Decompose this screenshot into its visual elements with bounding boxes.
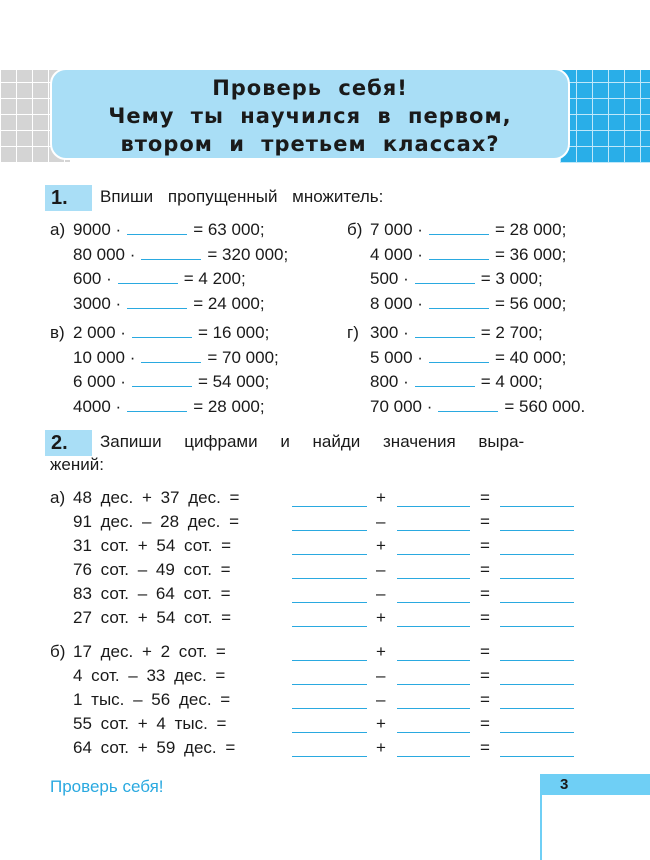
answer-blank[interactable] bbox=[132, 372, 192, 387]
equals-sign: = bbox=[480, 714, 490, 733]
answer-blank[interactable] bbox=[415, 269, 475, 284]
multiplication-row bbox=[370, 347, 566, 369]
task-2-text-line-1: Запиши цифрами и найди значения выра- bbox=[100, 432, 525, 451]
equals-sign: = bbox=[480, 642, 490, 661]
answer-blank-1[interactable] bbox=[292, 626, 367, 627]
factor: 70 000 · bbox=[370, 396, 433, 416]
expression: 17 дес. + 2 сот. = bbox=[73, 642, 226, 661]
answer-blank[interactable] bbox=[127, 220, 187, 235]
operator: + bbox=[376, 608, 386, 627]
page-title-banner bbox=[50, 68, 570, 160]
answer-blank-1[interactable] bbox=[292, 756, 367, 757]
group-label: в) bbox=[50, 323, 65, 342]
operator: – bbox=[376, 666, 386, 685]
factor: 600 · bbox=[73, 269, 112, 288]
multiplication-row bbox=[370, 322, 543, 344]
factor: 6 000 · bbox=[73, 372, 126, 391]
grid-decoration-right bbox=[560, 70, 650, 163]
group-label: а) bbox=[50, 488, 66, 507]
answer-blank-2[interactable] bbox=[397, 506, 470, 507]
product: = 560 000. bbox=[504, 396, 586, 416]
answer-blank-2[interactable] bbox=[397, 554, 470, 555]
answer-blank[interactable] bbox=[141, 245, 201, 260]
equals-sign: = bbox=[480, 536, 490, 555]
page-margin-line bbox=[540, 795, 542, 860]
product: = 54 000; bbox=[197, 372, 270, 391]
group-label: а) bbox=[50, 220, 66, 239]
equals-sign: = bbox=[480, 488, 490, 507]
operator: – bbox=[376, 584, 386, 603]
answer-blank[interactable] bbox=[438, 397, 498, 412]
answer-blank-1[interactable] bbox=[292, 684, 367, 685]
multiplication-row bbox=[370, 396, 585, 418]
multiplication-row bbox=[73, 371, 269, 393]
expression: 1 тыс. – 56 дес. = bbox=[73, 690, 231, 709]
multiplication-row bbox=[73, 396, 265, 418]
footer-section-title: Проверь себя! bbox=[50, 777, 164, 796]
answer-blank-1[interactable] bbox=[292, 578, 367, 579]
factor: 9000 · bbox=[73, 220, 122, 239]
product: = 24 000; bbox=[193, 293, 265, 313]
product: = 320 000; bbox=[207, 244, 289, 264]
answer-blank[interactable] bbox=[415, 323, 475, 338]
answer-blank-2[interactable] bbox=[397, 732, 470, 733]
expression: 27 сот. + 54 сот. = bbox=[73, 608, 232, 627]
answer-blank[interactable] bbox=[132, 323, 192, 338]
product: = 56 000; bbox=[494, 293, 567, 313]
answer-blank-2[interactable] bbox=[397, 602, 470, 603]
expression: 83 сот. – 64 сот. = bbox=[73, 584, 231, 603]
operator: + bbox=[376, 642, 386, 661]
answer-blank-1[interactable] bbox=[292, 506, 367, 507]
answer-blank-2[interactable] bbox=[397, 578, 470, 579]
multiplication-row bbox=[73, 293, 265, 315]
product: = 4 200; bbox=[183, 269, 246, 288]
multiplication-row bbox=[73, 268, 246, 290]
equals-sign: = bbox=[480, 608, 490, 627]
product: = 28 000; bbox=[494, 220, 567, 239]
product: = 40 000; bbox=[494, 347, 567, 367]
product: = 70 000; bbox=[207, 347, 279, 367]
answer-blank-2[interactable] bbox=[397, 756, 470, 757]
operator: + bbox=[376, 738, 386, 757]
page-number: 3 bbox=[540, 774, 650, 795]
operator: – bbox=[376, 690, 386, 709]
group-label: г) bbox=[347, 323, 359, 342]
factor: 300 · bbox=[370, 323, 409, 342]
product: = 16 000; bbox=[197, 323, 270, 342]
group-label: б) bbox=[50, 642, 66, 661]
answer-blank-result[interactable] bbox=[500, 554, 574, 555]
factor: 4 000 · bbox=[370, 244, 423, 264]
answer-blank-result[interactable] bbox=[500, 602, 574, 603]
answer-blank-1[interactable] bbox=[292, 732, 367, 733]
product: = 28 000; bbox=[193, 396, 265, 416]
title-line-3: втором и третьем классах? bbox=[120, 132, 500, 156]
factor: 80 000 · bbox=[73, 244, 136, 264]
answer-blank-2[interactable] bbox=[397, 530, 470, 531]
multiplication-row bbox=[73, 244, 288, 266]
expression: 31 сот. + 54 сот. = bbox=[73, 536, 232, 555]
factor: 800 · bbox=[370, 372, 409, 391]
product: = 63 000; bbox=[193, 220, 265, 239]
title-line-2: Чему ты научился в первом, bbox=[108, 104, 512, 128]
answer-blank-1[interactable] bbox=[292, 554, 367, 555]
operator: + bbox=[376, 714, 386, 733]
equals-sign: = bbox=[480, 666, 490, 685]
factor: 3000 · bbox=[73, 293, 122, 313]
answer-blank-result[interactable] bbox=[500, 530, 574, 531]
multiplication-row bbox=[370, 268, 543, 290]
task-2-number: 2. bbox=[45, 430, 92, 456]
operator: + bbox=[376, 488, 386, 507]
factor: 10 000 · bbox=[73, 347, 136, 367]
answer-blank-2[interactable] bbox=[397, 626, 470, 627]
answer-blank[interactable] bbox=[429, 245, 489, 260]
answer-blank[interactable] bbox=[429, 220, 489, 235]
equals-sign: = bbox=[480, 560, 490, 579]
equals-sign: = bbox=[480, 584, 490, 603]
answer-blank[interactable] bbox=[118, 269, 178, 284]
answer-blank-result[interactable] bbox=[500, 684, 574, 685]
answer-blank-result[interactable] bbox=[500, 506, 574, 507]
answer-blank-1[interactable] bbox=[292, 530, 367, 531]
answer-blank-2[interactable] bbox=[397, 708, 470, 709]
task-2-text-line-2: жений: bbox=[50, 455, 104, 474]
product: = 4 000; bbox=[480, 372, 543, 391]
product: = 2 700; bbox=[480, 323, 543, 342]
task-1-number: 1. bbox=[45, 185, 92, 211]
answer-blank-2[interactable] bbox=[397, 684, 470, 685]
multiplication-row bbox=[370, 219, 566, 241]
multiplication-row bbox=[370, 244, 566, 266]
answer-blank-1[interactable] bbox=[292, 602, 367, 603]
equals-sign: = bbox=[480, 738, 490, 757]
multiplication-row bbox=[73, 347, 279, 369]
answer-blank[interactable] bbox=[429, 348, 489, 363]
factor: 4000 · bbox=[73, 396, 122, 416]
answer-blank-result[interactable] bbox=[500, 732, 574, 733]
answer-blank[interactable] bbox=[429, 294, 489, 309]
expression: 91 дес. – 28 дес. = bbox=[73, 512, 240, 531]
factor: 5 000 · bbox=[370, 347, 423, 367]
answer-blank[interactable] bbox=[127, 294, 187, 309]
expression: 76 сот. – 49 сот. = bbox=[73, 560, 231, 579]
multiplication-row bbox=[370, 293, 566, 315]
answer-blank-1[interactable] bbox=[292, 708, 367, 709]
task-1-text: Впиши пропущенный множитель: bbox=[100, 187, 384, 206]
answer-blank-result[interactable] bbox=[500, 626, 574, 627]
title-line-1: Проверь себя! bbox=[212, 76, 408, 100]
answer-blank-1[interactable] bbox=[292, 660, 367, 661]
factor: 8 000 · bbox=[370, 293, 423, 313]
factor: 500 · bbox=[370, 269, 409, 288]
equals-sign: = bbox=[480, 512, 490, 531]
factor: 7 000 · bbox=[370, 220, 423, 239]
operator: + bbox=[376, 536, 386, 555]
answer-blank-result[interactable] bbox=[500, 708, 574, 709]
expression: 48 дес. + 37 дес. = bbox=[73, 488, 240, 507]
answer-blank-result[interactable] bbox=[500, 578, 574, 579]
answer-blank[interactable] bbox=[141, 348, 201, 363]
operator: – bbox=[376, 512, 386, 531]
answer-blank-result[interactable] bbox=[500, 660, 574, 661]
multiplication-row bbox=[370, 371, 543, 393]
equals-sign: = bbox=[480, 690, 490, 709]
factor: 2 000 · bbox=[73, 323, 126, 342]
expression: 4 сот. – 33 дес. = bbox=[73, 666, 226, 685]
multiplication-row bbox=[73, 219, 265, 241]
expression: 64 сот. + 59 дес. = bbox=[73, 738, 236, 757]
multiplication-row bbox=[73, 322, 269, 344]
answer-blank[interactable] bbox=[127, 397, 187, 412]
answer-blank[interactable] bbox=[415, 372, 475, 387]
answer-blank-2[interactable] bbox=[397, 660, 470, 661]
product: = 36 000; bbox=[494, 244, 567, 264]
operator: – bbox=[376, 560, 386, 579]
group-label: б) bbox=[347, 220, 363, 239]
expression: 55 сот. + 4 тыс. = bbox=[73, 714, 227, 733]
answer-blank-result[interactable] bbox=[500, 756, 574, 757]
product: = 3 000; bbox=[480, 269, 543, 288]
